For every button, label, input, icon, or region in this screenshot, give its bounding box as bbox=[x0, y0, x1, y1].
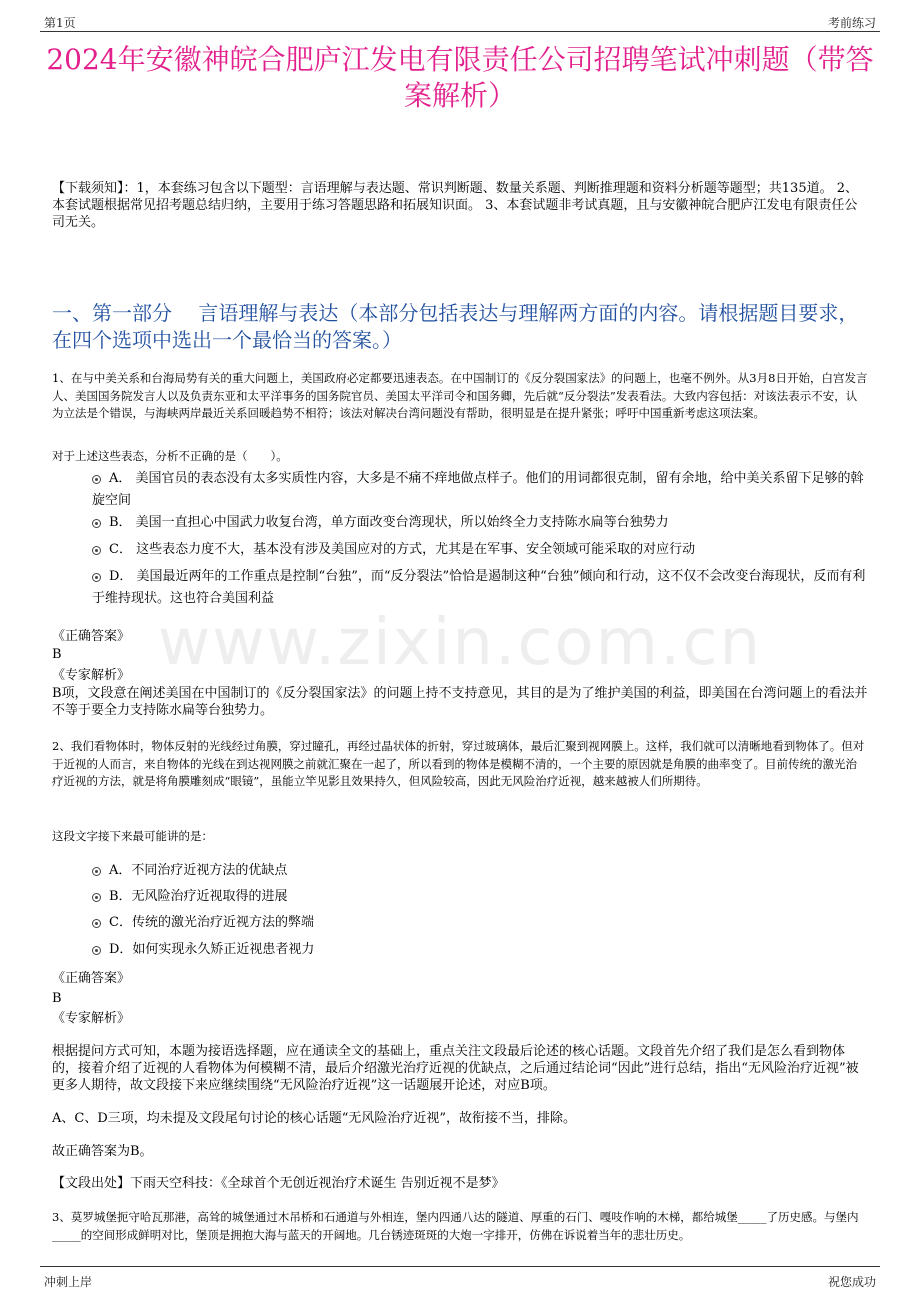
option-text: A．不同治疗近视方法的优缺点 bbox=[109, 863, 288, 878]
q2-question: 这段文字接下来最可能讲的是： bbox=[52, 829, 213, 843]
q3-stem: 3、莫罗城堡扼守哈瓦那港，高耸的城堡通过木吊桥和石通道与外相连，堡内四通八达的隧道、厚重的石门、嘎吱作响的木梯，都给城堡_____了历史感。与堡内_____的空间形成鲜明对比，堡顶是拥抱大海与蓝天的开阔地。几台锈迹斑斑的大炮一字排开，仿佛在诉说着当年的悲壮历史。 bbox=[52, 1210, 859, 1242]
q1-answer-label: 《正确答案》 bbox=[52, 629, 131, 644]
q1-option-d[interactable] bbox=[92, 566, 868, 610]
q2-option-a[interactable] bbox=[92, 860, 868, 882]
radio-icon[interactable] bbox=[92, 919, 101, 928]
footer-divider bbox=[40, 1266, 880, 1267]
q2-option-b[interactable] bbox=[92, 886, 868, 908]
q2-source: 【文段出处】下雨天空科技：《全球首个无创近视治疗术诞生 告别近视不是梦》 bbox=[52, 1176, 505, 1191]
option-text: A． 美国官员的表态没有太多实质性内容，大多是不痛不痒地做点样子。他们的用词都很克制，留有余地，给中美关系留下足够的斡旋空间 bbox=[92, 471, 864, 508]
option-text: B．无风险治疗近视取得的进展 bbox=[109, 889, 288, 904]
footer-left-label: 冲刺上岸 bbox=[44, 1275, 93, 1289]
option-text: B． 美国一直担心中国武力收复台湾，单方面改变台湾现状，所以始终全力支持陈水扁等台独势力 bbox=[109, 515, 669, 530]
header-right-label: 考前练习 bbox=[827, 16, 876, 30]
option-text: D．如何实现永久矫正近视患者视力 bbox=[109, 942, 315, 957]
option-text: C．传统的激光治疗近视方法的弊端 bbox=[109, 915, 314, 930]
q2-option-c[interactable] bbox=[92, 912, 868, 934]
radio-icon[interactable] bbox=[92, 573, 101, 582]
option-text: D． 美国最近两年的工作重点是控制“台独”，而“反分裂法”恰恰是遏制这种“台独”倾向和行动，这不仅不会改变台海现状，反而有利于维持现状。这也符合美国利益 bbox=[92, 569, 866, 606]
q1-option-a[interactable] bbox=[92, 468, 868, 512]
q1-question: 对于上述这些表态，分析不正确的是（ ）。 bbox=[52, 449, 288, 463]
q2-analysis-label: 《专家解析》 bbox=[52, 1011, 131, 1026]
section-heading: 一、第一部分 言语理解与表达（本部分包括表达与理解两方面的内容。请根据题目要求，在四个选项中选出一个最恰当的答案。） bbox=[52, 301, 859, 352]
q2-option-d[interactable] bbox=[92, 939, 868, 961]
radio-icon[interactable] bbox=[92, 546, 101, 555]
q2-analysis-p2: A、C、D三项，均未提及文段尾句讨论的核心话题“无风险治疗近视”，故衔接不当，排除。 bbox=[52, 1111, 577, 1126]
radio-icon[interactable] bbox=[92, 893, 101, 902]
q2-answer-label: 《正确答案》 bbox=[52, 971, 131, 986]
q1-analysis: B项，文段意在阐述美国在中国制订的《反分裂国家法》的问题上持不支持意见，其目的是为了维护美国的利益，即美国在台湾问题上的看法并不等于要全力支持陈水扁等台独势力。 bbox=[52, 686, 868, 718]
q2-analysis-p1: 根据提问方式可知，本题为接语选择题，应在通读全文的基础上，重点关注文段最后论述的核心话题。文段首先介绍了我们是怎么看到物体的，接着介绍了近视的人看物体为何模糊不清，最后介绍激光治疗近视的优缺点，之后通过结论词“因此”进行总结，指出“无风险治疗近视”被更多人期待，故文段接下来应继续围绕“无风险治疗近视”这一话题展开论述，对应B项。 bbox=[52, 1044, 859, 1093]
q1-stem: 1、在与中美关系和台海局势有关的重大问题上，美国政府必定都要迅速表态。在中国制订的《反分裂国家法》的问题上，也毫不例外。从3月8日开始，白宫发言人、美国国务院发言人以及负责东亚和太平洋事务的国务院官员、美国太平洋司令和国务卿，先后就“反分裂法”发表看法。大致内容包括：对该法表示不安，认为立法是个错误，与海峡两岸最近关系回暖趋势不相符；该法对解决台湾问题没有帮助，很明显是在提升紧张；呼吁中国重新考虑这项法案。 bbox=[52, 371, 868, 420]
header-divider bbox=[40, 31, 880, 32]
footer-right-label: 祝您成功 bbox=[827, 1275, 876, 1289]
q1-answer: B bbox=[52, 647, 62, 662]
document-title: 2024年安徽神皖合肥庐江发电有限责任公司招聘笔试冲刺题（带答案解析） bbox=[46, 43, 874, 112]
download-notice: 【下载须知】：1，本套练习包含以下题型：言语理解与表达题、常识判断题、数量关系题、判断推理题和资料分析题等题型；共135道。 2、本套试题根据常见招考题总结归纳，主要用于练习答题思路和拓展知识面。 3、本套试题非考试真题，且与安徽神皖合肥庐江发电有限责任公司无关。 bbox=[52, 181, 858, 230]
option-text: C． 这些表态力度不大，基本没有涉及美国应对的方式，尤其是在军事、安全领域可能采取的对应行动 bbox=[109, 542, 696, 557]
radio-icon[interactable] bbox=[92, 519, 101, 528]
page-number: 第1页 bbox=[44, 16, 76, 30]
q1-option-c[interactable] bbox=[92, 539, 868, 561]
q2-analysis-p3: 故正确答案为B。 bbox=[52, 1144, 153, 1159]
watermark: www.zixin.com.cn bbox=[157, 606, 763, 680]
q2-stem: 2、我们看物体时，物体反射的光线经过角膜，穿过瞳孔，再经过晶状体的折射，穿过玻璃体，最后汇聚到视网膜上。这样，我们就可以清晰地看到物体了。但对于近视的人而言，来自物体的光线在到达视网膜之前就汇聚在一起了，所以看到的物体是模糊不清的，一个主要的原因就是角膜的曲率变了。目前传统的激光治疗近视的方法，就是将角膜雕刻成“眼镜”，虽能立竿见影且效果持久，但风险较高，因此无风险治疗近视，越来越被人们所期待。 bbox=[52, 739, 865, 788]
radio-icon[interactable] bbox=[92, 475, 101, 484]
q2-answer: B bbox=[52, 991, 62, 1006]
radio-icon[interactable] bbox=[92, 867, 101, 876]
q1-option-b[interactable] bbox=[92, 512, 868, 534]
radio-icon[interactable] bbox=[92, 946, 101, 955]
q1-analysis-label: 《专家解析》 bbox=[52, 668, 131, 683]
